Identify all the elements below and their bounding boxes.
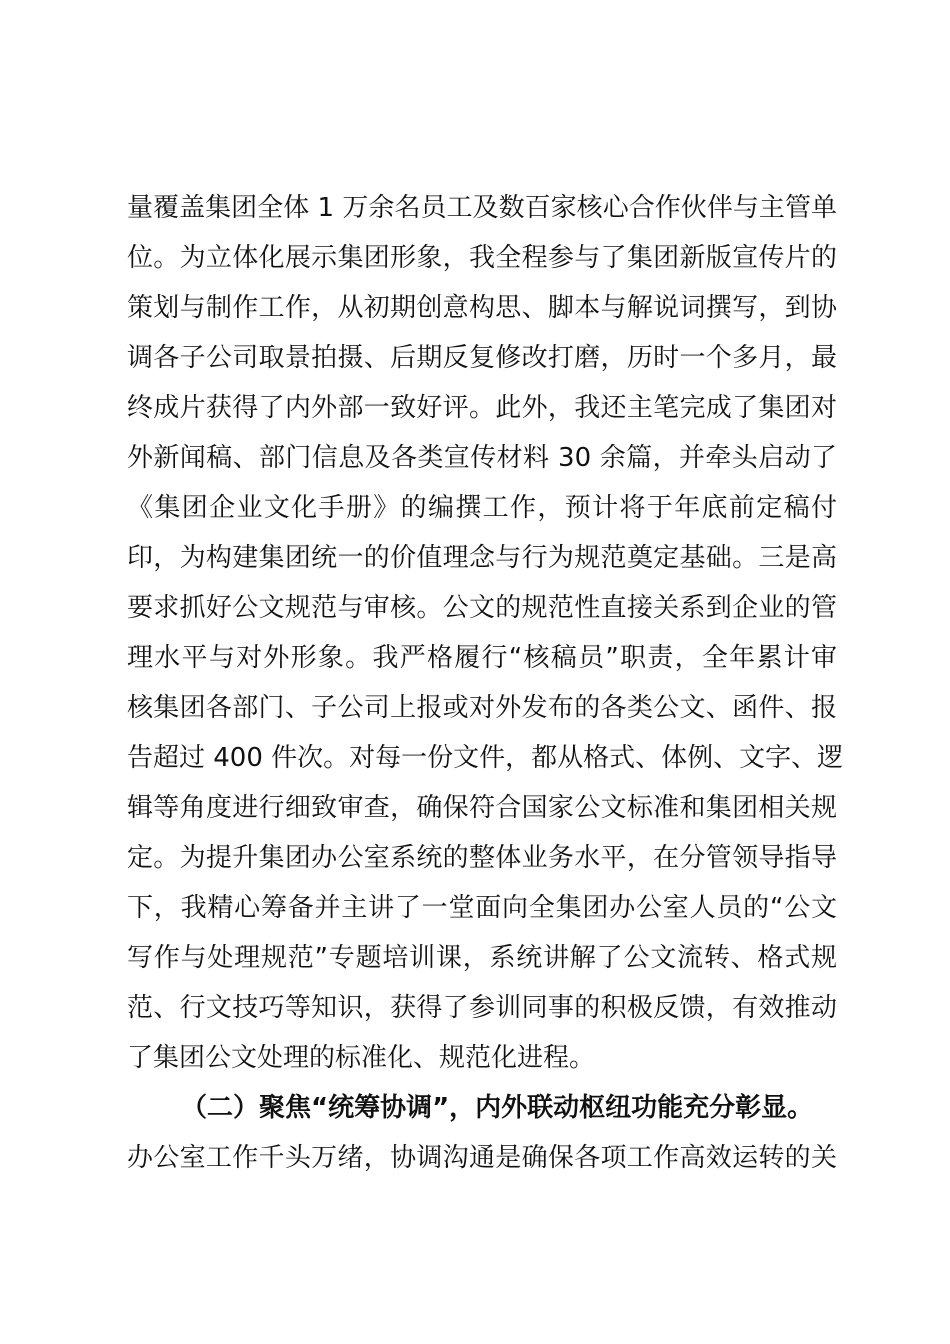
body-line: 办公室工作千头万绪，协调沟通是确保各项工作高效运转的关: [127, 1143, 837, 1173]
body-line: 核集团各部门、子公司上报或对外发布的各类公文、函件、报: [127, 693, 837, 723]
body-line: 印，为构建集团统一的价值理念与行为规范奠定基础。三是高: [127, 543, 837, 573]
body-line: 写作与处理规范”专题培训课，系统讲解了公文流转、格式规: [127, 943, 837, 973]
body-line: 外新闻稿、部门信息及各类宣传材料 30 余篇，并牵头启动了: [127, 443, 837, 473]
body-line: 告超过 400 件次。对每一份文件，都从格式、体例、文字、逻: [127, 743, 844, 773]
body-line: 调各子公司取景拍摄、后期反复修改打磨，历时一个多月，最: [127, 343, 837, 373]
body-line: 辑等角度进行细致审查，确保符合国家公文标准和集团相关规: [127, 793, 837, 823]
section-heading: （二）聚焦“统筹协调”，内外联动枢纽功能充分彰显。: [181, 1093, 814, 1123]
body-line: 了集团公文处理的标准化、规范化进程。: [127, 1043, 596, 1073]
body-line: 定。为提升集团办公室系统的整体业务水平，在分管领导指导: [127, 843, 837, 873]
body-line: 策划与制作工作，从初期创意构思、脚本与解说词撰写，到协: [127, 293, 837, 323]
body-line: 范、行文技巧等知识，获得了参训同事的积极反馈，有效推动: [127, 993, 837, 1023]
body-line: 下，我精心筹备并主讲了一堂面向全集团办公室人员的“公文: [127, 893, 837, 923]
document-body: [127, 183, 844, 1183]
body-line: 《集团企业文化手册》的编撰工作，预计将于年底前定稿付: [127, 493, 837, 523]
body-line: 要求抓好公文规范与审核。公文的规范性直接关系到企业的管: [127, 593, 837, 623]
body-line: 终成片获得了内外部一致好评。此外，我还主笔完成了集团对: [127, 393, 837, 423]
body-line: 理水平与对外形象。我严格履行“核稿员”职责，全年累计审: [127, 643, 837, 673]
body-line: 量覆盖集团全体 1 万余名员工及数百家核心合作伙伴与主管单: [127, 193, 837, 223]
body-line: 位。为立体化展示集团形象，我全程参与了集团新版宣传片的: [127, 243, 837, 273]
